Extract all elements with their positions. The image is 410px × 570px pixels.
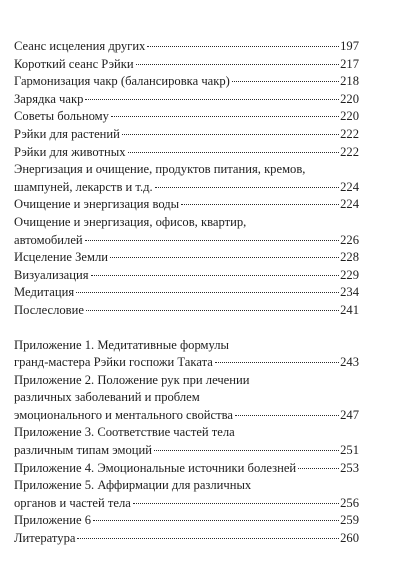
toc-entry xyxy=(14,477,359,512)
dot-leader xyxy=(85,240,339,241)
toc-entry-last-line xyxy=(14,284,359,302)
dot-leader xyxy=(91,275,340,276)
toc-page-number: 224 xyxy=(340,179,359,194)
dot-leader xyxy=(122,134,339,135)
toc-entry-title-line: Короткий сеанс Рэйки xyxy=(14,56,134,71)
toc-entry-title-line: Исцеление Земли xyxy=(14,250,108,265)
toc-entry-title-line: Очищение и энергизация, офисов, квартир, xyxy=(14,214,247,229)
toc-entry-title-line: Рэйки для животных xyxy=(14,144,126,159)
toc-page-number: 222 xyxy=(340,126,359,141)
toc-entry xyxy=(14,56,359,74)
toc-page-number: 222 xyxy=(340,144,359,159)
toc-entry-title-line: автомобилей xyxy=(14,232,83,247)
dot-leader xyxy=(76,292,339,293)
toc-entry-title-line: Энергизация и очищение, продуктов питания, кремов, xyxy=(14,162,306,177)
toc-entry-last-line xyxy=(14,91,359,109)
toc-entry xyxy=(14,73,359,91)
dot-leader xyxy=(215,362,339,363)
toc-entry-title-line: Приложение 3. Соответствие частей тела xyxy=(14,425,235,440)
dot-leader xyxy=(111,116,339,117)
toc-entry-title-line: Сеанс исцеления других xyxy=(14,39,146,53)
toc-entry xyxy=(14,267,359,285)
toc-entry xyxy=(14,161,359,196)
toc-entry-title-line: Приложение 6 xyxy=(14,513,92,528)
toc-entry xyxy=(14,512,359,530)
toc-entry xyxy=(14,91,359,109)
toc-page-number: 220 xyxy=(340,91,359,106)
toc-entry xyxy=(14,302,359,320)
toc-entry-title-line: Визуализация xyxy=(14,267,89,282)
section-divider-space xyxy=(14,320,359,337)
toc-entry xyxy=(14,214,359,249)
toc-entry-last-line xyxy=(14,232,359,250)
toc-entry xyxy=(14,337,359,372)
toc-entry-title-line: Зарядка чакр xyxy=(14,91,84,106)
toc-entry-title-line: Послесловие xyxy=(14,302,84,317)
toc-entry-last-line xyxy=(14,407,359,425)
toc-entry-title-line: Очищение и энергизация воды xyxy=(14,197,180,212)
toc-entry xyxy=(14,530,359,548)
toc-entry xyxy=(14,460,359,478)
toc-entry xyxy=(14,108,359,126)
dot-leader xyxy=(136,64,339,65)
toc-section-appendices xyxy=(14,337,359,548)
dot-leader xyxy=(133,503,339,504)
toc-page-number: 247 xyxy=(340,407,359,422)
toc-page-number: 260 xyxy=(340,531,359,546)
toc-entry-last-line xyxy=(14,495,359,513)
toc-entry xyxy=(14,144,359,162)
dot-leader xyxy=(147,46,339,47)
toc-entry-title-line: Приложение 2. Положение рук при лечении xyxy=(14,372,250,387)
toc-entry xyxy=(14,126,359,144)
toc-entry-title-line: различных заболеваний и проблем xyxy=(14,390,200,405)
toc-entry-title-line: Рэйки для растений xyxy=(14,126,120,141)
dot-leader xyxy=(298,468,339,469)
dot-leader xyxy=(77,538,339,539)
toc-entry-last-line xyxy=(14,179,359,197)
toc-entry xyxy=(14,424,359,459)
toc-page-number: 218 xyxy=(340,74,359,89)
toc-page-number: 228 xyxy=(340,250,359,265)
toc-entry-last-line xyxy=(14,144,359,162)
dot-leader xyxy=(93,520,339,521)
toc-entry xyxy=(14,196,359,214)
toc-entry-last-line xyxy=(14,126,359,144)
toc-entry-last-line xyxy=(14,73,359,91)
toc-entry-last-line xyxy=(14,354,359,372)
toc-entry xyxy=(14,284,359,302)
toc-entry-title-line: эмоционального и ментального свойства xyxy=(14,407,233,422)
table-of-contents-page xyxy=(14,38,359,548)
toc-page-number: 229 xyxy=(340,267,359,282)
toc-page-number: 243 xyxy=(340,355,359,370)
toc-entry-last-line xyxy=(14,267,359,285)
toc-entry xyxy=(14,372,359,425)
toc-page-number: 197 xyxy=(340,39,359,53)
dot-leader xyxy=(128,152,340,153)
dot-leader xyxy=(154,450,339,451)
toc-entry-last-line xyxy=(14,196,359,214)
toc-entry-last-line xyxy=(14,442,359,460)
dot-leader xyxy=(181,204,339,205)
toc-page-number: 253 xyxy=(340,460,359,475)
toc-entry-title-line: Приложение 4. Эмоциональные источники болезней xyxy=(14,460,297,475)
toc-page-number: 220 xyxy=(340,109,359,124)
toc-entry-last-line xyxy=(14,530,359,548)
toc-entry-title-line: Литература xyxy=(14,531,76,546)
toc-page-number: 251 xyxy=(340,443,359,458)
dot-leader xyxy=(110,257,339,258)
toc-entry-title-line: шампуней, лекарств и т.д. xyxy=(14,179,153,194)
toc-page-number: 234 xyxy=(340,285,359,300)
toc-entry xyxy=(14,38,359,56)
toc-entry-title-line: Медитация xyxy=(14,285,75,300)
toc-entry-title-line: Гармонизация чакр (балансировка чакр) xyxy=(14,74,230,89)
toc-page-number: 241 xyxy=(340,302,359,317)
toc-page-number: 256 xyxy=(340,495,359,510)
dot-leader xyxy=(155,187,339,188)
toc-entry-last-line xyxy=(14,302,359,320)
toc-entry-last-line xyxy=(14,249,359,267)
toc-entry-title-line: Приложение 5. Аффирмации для различных xyxy=(14,478,252,493)
toc-entry xyxy=(14,249,359,267)
toc-page-number: 226 xyxy=(340,232,359,247)
dot-leader xyxy=(232,81,339,82)
toc-entry-title-line: гранд-мастера Рэйки госпожи Таката xyxy=(14,355,213,370)
toc-entry-last-line xyxy=(14,38,359,56)
dot-leader xyxy=(235,415,339,416)
toc-entry-title-line: органов и частей тела xyxy=(14,495,131,510)
toc-entry-title-line: Советы больному xyxy=(14,109,109,124)
dot-leader xyxy=(85,99,339,100)
toc-page-number: 224 xyxy=(340,197,359,212)
toc-page-number: 259 xyxy=(340,513,359,528)
toc-entry-last-line xyxy=(14,56,359,74)
toc-entry-last-line xyxy=(14,460,359,478)
toc-section-chapters xyxy=(14,38,359,320)
toc-entry-title-line: Приложение 1. Медитативные формулы xyxy=(14,337,230,352)
toc-entry-title-line: различным типам эмоций xyxy=(14,443,153,458)
toc-entry-last-line xyxy=(14,108,359,126)
toc-entry-last-line xyxy=(14,512,359,530)
toc-page-number: 217 xyxy=(340,56,359,71)
dot-leader xyxy=(86,310,339,311)
